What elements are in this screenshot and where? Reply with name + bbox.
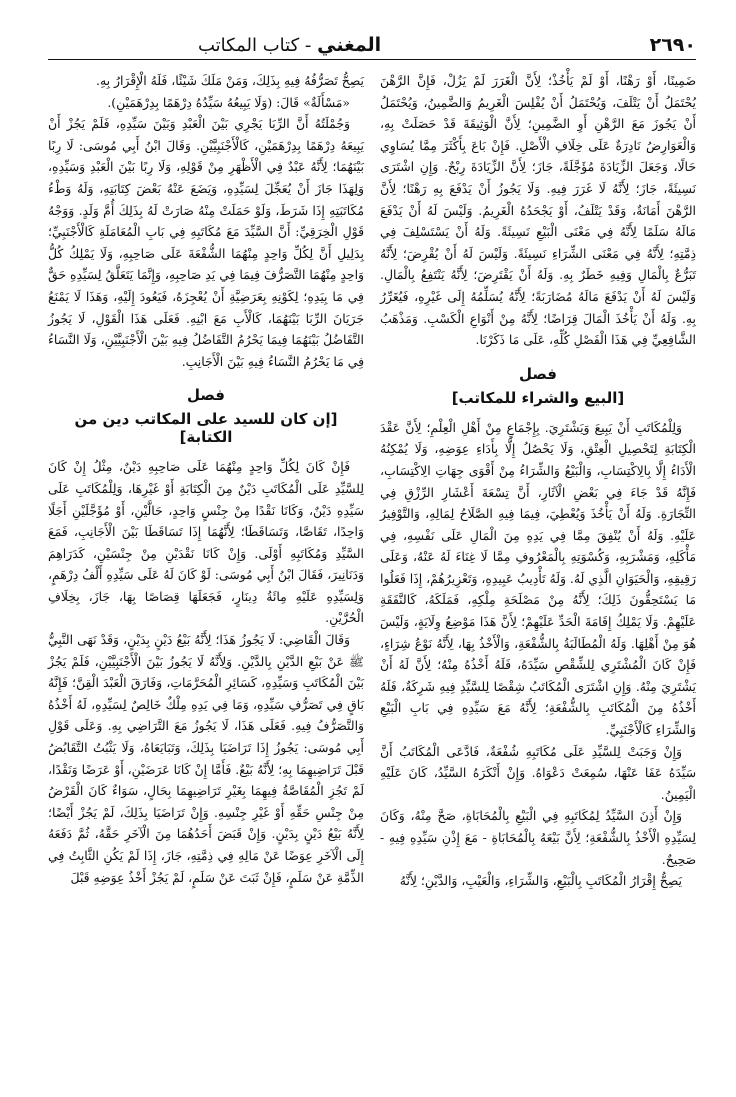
- paragraph: وَجُمْلَتُهُ أَنَّ الرِّبَا يَجْرِي بَيْنَ الْعَبْدِ وَبَيْنَ سَيِّدِهِ، فَلَمْ يَجُزْ أَنْ يَبِيعَهُ دِرْهَمًا بِدِرْهَمَيْنِ، كَالْأَجْنَبِيَّيْنِ. وَقَالَ ابْنُ أَبِي مُوسَى: لَا رِبًا بَيْنَهُمَا؛ لِأَنَّهُ عَبْدٌ فِي الْأَظْهَرِ مِنْ قَوْلِهِ، وَلَا رِبًا بَيْنَ الْعَبْدِ وَسَيِّدِهِ، وَلِهَذَا جَازَ أَنْ يُعَجِّلَ لِسَيِّدِهِ، وَيَضَعَ عَنْهُ بَعْضَ كِتَابَتِهِ، وَلَهُ وَطْءُ مُكَاتَبَتِهِ إِذَا شَرَطَ، وَلَوْ حَمَلَتْ مِنْهُ صَارَتْ لَهُ بِذَلِكَ أُمَّ وَلَدٍ. وَوَجْهُ قَوْلِ الْخِرَقِيِّ: أَنَّ السَّيِّدَ مَعَ مُكَاتَبِهِ فِي بَابِ الْمُعَامَلَةِ كَالْأَجْنَبِيِّ؛ بِدَلِيلِ أَنَّ لِكُلِّ وَاحِدٍ مِنْهُمَا الشُّفْعَةَ عَلَى صَاحِبِهِ، وَلَا يَمْلِكُ كُلُّ وَاحِدٍ مِنْهُمَا التَّصَرُّفَ فِيمَا فِي يَدِ صَاحِبِهِ، وَإِنَّمَا يَتَعَلَّقُ لِسَيِّدِهِ حَقٌّ فِي مَا بِيَدِهِ؛ لِكَوْنِهِ بِعَرَضِيَّةِ أَنْ يُعْجِزَهُ، فَيَعُودَ إِلَيْهِ، وَهَذَا لَا يَمْنَعُ جَرَيَانَ الرِّبَا بَيْنَهُمَا، كَالْأَبِ مَعَ ابْنِهِ. فَعَلَى هَذَا الْقَوْلِ، لَا يَجُوزُ التَّفَاضُلُ بَيْنَهُمَا فِيمَا يَحْرُمُ التَّفَاضُلُ فِيهِ بَيْنَ الْأَجْنَبِيَّيْنِ، وَلَا النَّسَاءُ فِي مَا يَحْرُمُ النَّسَاءُ فِيهِ بَيْنَ الْأَجَانِبِ.: [48, 116, 364, 369]
- title-separator: -: [299, 35, 318, 56]
- text-columns: [48, 70, 696, 892]
- running-title: [198, 34, 381, 56]
- section-title: فصل: [519, 364, 557, 383]
- right-column: [380, 70, 696, 892]
- chapter-title: كتاب المكاتب: [198, 35, 300, 56]
- paragraph: وَقَالَ الْقَاضِي: لَا يَجُوزُ هَذَا؛ لِأَنَّهُ بَيْعُ دَيْنٍ بِدَيْنٍ، وَقَدْ نَهَى النَّبِيُّ ﷺ عَنْ بَيْعِ الدَّيْنِ بِالدَّيْنِ. وَلِأَنَّهُ لَا يَجُوزُ بَيْنَ الْأَجْنَبِيَّيْنِ، فَلَمْ يَجُزْ بَيْنَ الْمُكَاتَبِ وَسَيِّدِهِ، كَسَائِرِ الْمُحَرَّمَاتِ، وَفَارَقَ الْعَبْدَ الْقِنَّ؛ فَإِنَّهُ بَاقٍ فِي تَصَرُّفِ سَيِّدِهِ، وَمَا فِي يَدِهِ مِلْكٌ خَالِصٌ لِسَيِّدِهِ، لَهُ أَخْذُهُ وَالتَّصَرُّفُ فِيهِ. فَعَلَى هَذَا، لَا يَجُوزُ مَعَ التَّرَاضِي بِهِ. وَعَلَى قَوْلِ أَبِي مُوسَى: يَجُوزُ إِذَا تَرَاضَيَا بِذَلِكَ، وَتَبَايَعَاهُ، وَلَا يَثْبُتُ التَّقَابُضُ قَبْلَ تَرَاضِيهِمَا بِهِ؛ لِأَنَّهُ بَيْعٌ. فَأَمَّا إِنْ كَانَا عَرَضَيْنِ، أَوْ عَرَضًا وَنَقْدًا، لَمْ تَجُزِ الْمُقَاصَّةُ فِيهِمَا بِغَيْرِ تَرَاضِيهِمَا بِحَالٍ، سَوَاءٌ كَانَ الْقَرْضُ مِنْ جِنْسِ حَقِّهِ أَوْ غَيْرِ جِنْسِهِ. وَإِنْ تَرَاضَيَا بِذَلِكَ، لَمْ يَجُزْ أَيْضًا؛ لِأَنَّهُ بَيْعُ دَيْنٍ بِدَيْنٍ. وَإِنْ قَبَضَ أَحَدُهُمَا مِنَ الْآخَرِ حَقَّهُ، ثُمَّ دَفَعَهُ إِلَى الْآخَرِ عِوَضًا عَنْ مَالِهِ فِي ذِمَّتِهِ، جَازَ، إِذَا لَمْ يَكُنِ الثَّابِتُ فِي الذِّمَّةِ عَنْ سَلَمٍ، فَإِنْ ثَبَتَ عَنْ سَلَمٍ، لَمْ يَجُزْ أَخْذُ عِوَضِهِ قَبْلَ: [48, 632, 364, 885]
- paragraph: وَإِنْ أَذِنَ السَّيِّدُ لِمُكَاتَبِهِ فِي الْبَيْعِ بِالْمُحَابَاةِ، صَحَّ مِنْهُ، وَكَانَ لِسَيِّدِهِ الْأَخْذُ بِالشُّفْعَةِ؛ لِأَنَّ بَيْعَهُ بِالْمُحَابَاةِ - مَعَ إِذْنِ سَيِّدِهِ فِيهِ - صَحِيحٌ.: [380, 808, 696, 867]
- paragraph: ضَمِينًا، أَوْ رَهْنًا، أَوْ لَمْ يَأْخُذْ؛ لِأَنَّ الْغَرَرَ لَمْ يَزُلْ، فَإِنَّ الرَّهْنَ يُحْتَمَلُ أَنْ يَتْلَفَ، وَيُحْتَمَلُ أَنْ يُفْلِسَ الْغَرِيمُ وَالضَّمِينُ، وَيُحْتَمَلُ أَنْ يَجُوزَ مَعَ الرَّهْنِ أَوِ الضَّمِينِ؛ لِأَنَّ الْوَثِيقَةَ قَدْ حَصَلَتْ بِهِ، وَالْعَوَارِضُ نَادِرَةٌ عَلَى خِلَافِ الْأَصْلِ. فَإِنْ بَاعَ بِأَكْثَرَ مِمَّا يُسَاوِي حَالًا، وَجَعَلَ الزِّيَادَةَ مُؤَجَّلَةً، جَازَ؛ لِأَنَّ الزِّيَادَةَ رِبْحٌ. وَإِنِ اشْتَرَى نَسِيئَةً، جَازَ؛ لِأَنَّهُ لَا غَرَرَ فِيهِ. وَلَا يَجُوزُ أَنْ يَدْفَعَ بِهِ رَهْنًا؛ لِأَنَّ الرَّهْنَ أَمَانَةٌ، وَقَدْ يَتْلَفُ، أَوْ يَجْحَدُهُ الْغَرِيمُ. وَلَيْسَ لَهُ أَنْ يَدْفَعَ مَالَهُ سَلَمًا لِأَنَّهُ فِي مَعْنَى الْبَيْعِ نَسِيئَةً. وَلَهُ أَنْ يَسْتَسْلِفَ فِي ذِمَّتِهِ؛ لِأَنَّهُ فِي مَعْنَى الشِّرَاءِ نَسِيئَةً. وَلَيْسَ لَهُ أَنْ يُقْرِضَ؛ لِأَنَّهُ تَبَرُّعٌ بِالْمَالِ وَفِيهِ خَطَرٌ بِهِ. وَلَهُ أَنْ يَقْتَرِضَ؛ لِأَنَّهُ يَنْتَفِعُ بِالْمَالِ. وَلَيْسَ لَهُ أَنْ يَدْفَعَ مَالَهُ مُضَارَبَةً؛ لِأَنَّهُ يُسَلِّمُهُ إِلَى غَيْرِهِ، فَيُغَرِّرُ بِهِ. وَلَهُ أَنْ يَأْخُذَ الْمَالَ قِرَاضًا؛ لِأَنَّهُ مِنْ أَنْوَاعِ الْكَسْبِ. وَمَذْهَبُ الشَّافِعِيِّ فِي هَذَا الْفَصْلِ كُلِّهِ، عَلَى مَا ذَكَرْنَا.: [380, 73, 696, 348]
- page-header: [48, 30, 696, 60]
- paragraph: يَصِحُّ إِقْرَارُ الْمُكَاتَبِ بِالْبَيْعِ، وَالشِّرَاءِ، وَالْعَيْبِ، وَالدَّيْنِ؛ لِأَنَّهُ: [399, 873, 682, 889]
- left-column: [48, 70, 364, 892]
- section-subtitle: [البيع والشراء للمكاتب]: [451, 388, 625, 407]
- paragraph: وَإِنْ وَجَبَتْ لِلسَّيِّدِ عَلَى مُكَاتَبِهِ شُفْعَةٌ، فَادَّعَى الْمُكَاتَبُ أَنَّ سَيِّدَهُ عَفَا عَنْهَا، سُمِعَتْ دَعْوَاهُ. وَإِنْ أَنْكَرَهُ السَّيِّدُ، كَانَ عَلَيْهِ الْيَمِينُ.: [380, 743, 696, 802]
- paragraph: فَإِنْ كَانَ لِكُلِّ وَاحِدٍ مِنْهُمَا عَلَى صَاحِبِهِ دَيْنٌ، مِثْلُ إِنْ كَانَ لِلسَّيِّدِ عَلَى الْمُكَاتَبِ دَيْنٌ مِنَ الْكِتَابَةِ أَوْ غَيْرِهَا، وَلِلْمُكَاتَبِ عَلَى سَيِّدِهِ دَيْنٌ، وَكَانَا نَقْدًا مِنْ جِنْسٍ وَاحِدٍ، حَالَّيْنِ، أَوْ مُؤَجَّلَيْنِ أَجَلًا وَاحِدًا، تَقَاصَّا، وَتَسَاقَطَا؛ لِأَنَّهُمَا إِذَا تَسَاقَطَا بَيْنَ الْأَجَانِبِ، فَمَعَ السَّيِّدِ وَمُكَاتَبِهِ أَوْلَى. وَإِنْ كَانَا نَقْدَيْنِ مِنْ جِنْسَيْنِ، كَدَرَاهِمَ وَدَنَانِيرَ، فَقَالَ ابْنُ أَبِي مُوسَى: لَوْ كَانَ لَهُ عَلَى سَيِّدِهِ أَلْفُ دِرْهَمٍ، وَلِسَيِّدِهِ عَلَيْهِ مِائَةُ دِينَارٍ، فَجَعَلَهَا قِصَاصًا بِهَا، جَازَ، بِخِلَافِ الْحُرَّيْنِ.: [48, 459, 364, 626]
- paragraph: وَلِلْمُكَاتَبِ أَنْ يَبِيعَ وَيَشْتَرِيَ. بِإِجْمَاعٍ مِنْ أَهْلِ الْعِلْمِ؛ لِأَنَّ عَقْدَ الْكِتَابَةِ لِتَحْصِيلِ الْعِتْقِ، وَلَا يَحْصُلُ إِلَّا بِأَدَاءِ عِوَضِهِ، وَلَا يُمْكِنُهُ الْأَدَاءُ إِلَّا بِالِاكْتِسَابِ، وَالْبَيْعُ وَالشِّرَاءُ مِنْ أَقْوَى جِهَاتِ الِاكْتِسَابِ، فَإِنَّهُ قَدْ جَاءَ فِي بَعْضِ الْآثَارِ، أَنَّ تِسْعَةَ أَعْشَارِ الرِّزْقِ فِي التِّجَارَةِ. وَلَهُ أَنْ يَأْخُذَ وَيُعْطِيَ، فِيمَا فِيهِ الصَّلَاحُ لِمَالِهِ، وَالتَّوْفِيرُ عَلَيْهِ. وَلَهُ أَنْ يُنْفِقَ مِمَّا فِي يَدِهِ مِنَ الْمَالِ عَلَى نَفْسِهِ، فِي مَأْكَلِهِ، وَمَشْرَبِهِ، وَكُسْوَتِهِ بِالْمَعْرُوفِ مِمَّا لَا غِنَاءَ لَهُ عَنْهُ، وَعَلَى رَقِيقِهِ، وَالْحَيَوَانِ الَّذِي لَهُ. وَلَهُ تَأْدِيبُ عَبِيدِهِ، وَتَعْزِيرُهُمْ، إِذَا فَعَلُوا مَا يَسْتَحِقُّونَ ذَلِكَ؛ لِأَنَّهُ مِنْ مَصْلَحَةِ مِلْكِهِ، فَمَلَكَهُ، كَالنَّفَقَةِ عَلَيْهِمْ. وَلَا يَمْلِكُ إِقَامَةَ الْحَدِّ عَلَيْهِمْ؛ لِأَنَّ هَذَا مَوْضِعُ وِلَايَةٍ، وَلَيْسَ هُوَ مِنْ أَهْلِهَا. وَلَهُ الْمُطَالَبَةُ بِالشُّفْعَةِ، وَالْأَخْذُ بِهَا، لِأَنَّهُ نَوْعُ شِرَاءٍ، فَإِنْ كَانَ الْمُشْتَرِي لِلشِّقْصِ سَيِّدَهُ، فَلَهُ أَخْذُهُ مِنْهُ؛ لِأَنَّ لَهُ أَنْ يَشْتَرِيَ مِنْهُ. وَإِنِ اشْتَرَى الْمُكَاتَبُ شِقْصًا لِلسَّيِّدِ فِيهِ شَرِكَةٌ، فَلَهُ أَخْذُهُ مِنَ الْمُكَاتَبِ بِالشُّفْعَةِ؛ لِأَنَّهُ مَعَ سَيِّدِهِ فِي بَابِ الْبَيْعِ وَالشِّرَاءِ كَالْأَجْنَبِيِّ.: [380, 419, 696, 738]
- section-title: فصل: [187, 386, 225, 405]
- masala-heading: «مَسْأَلَةٌ» قَالَ: (وَلَا يَبِيعُهُ سَيِّدُهُ دِرْهَمًا بِدِرْهَمَيْنِ).: [107, 94, 350, 110]
- section-subtitle: [إن كان للسيد على المكاتب دين من الكتابة]: [74, 410, 338, 447]
- page-number: ٢٦٩٠: [649, 34, 696, 56]
- book-title: المغني: [317, 34, 382, 56]
- paragraph: يَصِحُّ تَصَرُّفُهُ فِيهِ بِذَلِكَ، وَمَنْ مَلَكَ شَيْئًا، فَلَهُ الْإِقْرَارُ بِهِ.: [96, 73, 364, 88]
